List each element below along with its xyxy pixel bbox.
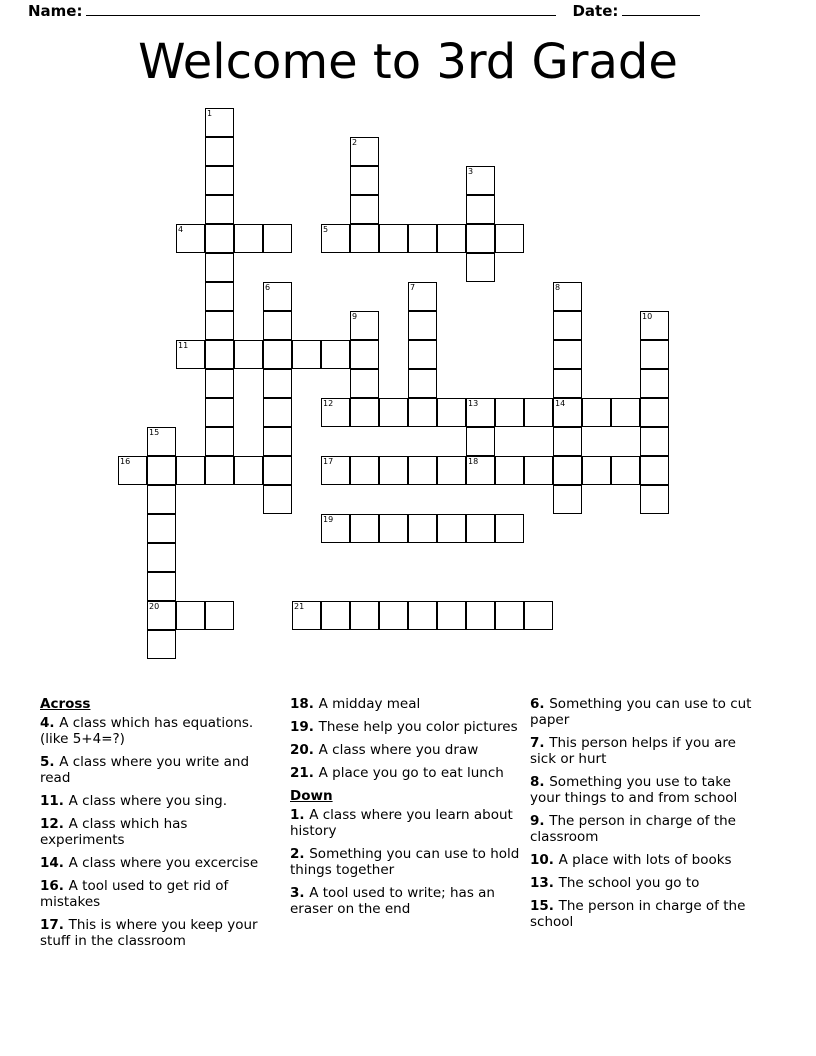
grid-cell[interactable]: [553, 485, 582, 514]
grid-cell[interactable]: [205, 340, 234, 369]
grid-cell[interactable]: [350, 224, 379, 253]
grid-cell[interactable]: [553, 311, 582, 340]
grid-cell-number: 6: [265, 283, 271, 292]
name-date-line: [28, 2, 788, 20]
grid-cell[interactable]: [408, 601, 437, 630]
grid-cell[interactable]: [640, 311, 669, 340]
grid-cell[interactable]: [408, 224, 437, 253]
clue-item: [40, 793, 272, 809]
grid-cell[interactable]: [640, 340, 669, 369]
grid-cell-number: 3: [468, 167, 474, 176]
date-input-line[interactable]: [622, 2, 700, 16]
crossword-grid: [0, 108, 816, 688]
grid-cell-number: 21: [294, 602, 305, 611]
clue-text: A class which has equations. (like 5+4=?): [40, 715, 254, 747]
grid-cell[interactable]: [263, 224, 292, 253]
grid-cell[interactable]: [379, 456, 408, 485]
grid-cell[interactable]: [263, 282, 292, 311]
clue-item: [530, 735, 762, 767]
clue-text: A class where you write and read: [40, 754, 250, 786]
grid-cell[interactable]: [466, 456, 495, 485]
clue-number: 16.: [40, 878, 69, 894]
grid-cell[interactable]: [408, 340, 437, 369]
clue-text: The person in charge of the school: [530, 898, 746, 930]
grid-cell-number: 17: [323, 457, 334, 466]
grid-cell[interactable]: [640, 369, 669, 398]
clue-number: 5.: [40, 754, 60, 770]
grid-cell[interactable]: [205, 282, 234, 311]
grid-cell[interactable]: [640, 427, 669, 456]
clue-number: 11.: [40, 793, 69, 809]
grid-cell[interactable]: [350, 166, 379, 195]
clue-item: [290, 885, 522, 917]
grid-cell[interactable]: [234, 224, 263, 253]
clue-number: 9.: [530, 813, 550, 829]
grid-cell[interactable]: [350, 195, 379, 224]
name-input-line[interactable]: [86, 2, 556, 16]
clue-text: A class where you draw: [318, 742, 479, 758]
grid-cell[interactable]: [524, 601, 553, 630]
grid-cell[interactable]: [553, 456, 582, 485]
grid-cell-number: 9: [352, 312, 358, 321]
clue-number: 12.: [40, 816, 69, 832]
clue-text: This is where you keep your stuff in the classroom: [40, 917, 258, 949]
grid-cell[interactable]: [466, 224, 495, 253]
clue-item: [530, 813, 762, 845]
grid-cell-number: 20: [149, 602, 160, 611]
grid-cell[interactable]: [553, 282, 582, 311]
grid-cell[interactable]: [582, 456, 611, 485]
grid-cell[interactable]: [611, 398, 640, 427]
grid-cell[interactable]: [466, 427, 495, 456]
grid-cell[interactable]: [524, 456, 553, 485]
grid-cell[interactable]: [147, 543, 176, 572]
grid-cell[interactable]: [321, 601, 350, 630]
grid-cell-number: 18: [468, 457, 479, 466]
clue-text: Something you can use to cut paper: [530, 696, 752, 728]
grid-cell[interactable]: [582, 398, 611, 427]
grid-cell[interactable]: [205, 253, 234, 282]
grid-cell[interactable]: [147, 572, 176, 601]
grid-cell[interactable]: [466, 253, 495, 282]
clue-number: 15.: [530, 898, 559, 914]
clue-text: A tool used to get rid of mistakes: [40, 878, 229, 910]
name-label: Name:: [28, 2, 83, 20]
clue-text: This person helps if you are sick or hurt: [530, 735, 736, 767]
grid-cell[interactable]: [466, 601, 495, 630]
grid-cell[interactable]: [205, 456, 234, 485]
clue-number: 7.: [530, 735, 550, 751]
grid-cell[interactable]: [408, 282, 437, 311]
clue-item: [40, 754, 272, 786]
grid-cell[interactable]: [437, 224, 466, 253]
grid-cell[interactable]: [379, 601, 408, 630]
grid-cell[interactable]: [350, 456, 379, 485]
clue-text: The school you go to: [558, 875, 700, 891]
clue-item: [290, 807, 522, 839]
grid-cell[interactable]: [263, 398, 292, 427]
clue-number: 18.: [290, 696, 319, 712]
clue-item: [530, 696, 762, 728]
grid-cell[interactable]: [205, 195, 234, 224]
clue-text: A class which has experiments: [40, 816, 188, 848]
grid-cell[interactable]: [466, 514, 495, 543]
grid-cell[interactable]: [147, 456, 176, 485]
clue-item: [530, 875, 762, 891]
grid-cell[interactable]: [495, 456, 524, 485]
grid-cell[interactable]: [495, 514, 524, 543]
clue-item: [530, 898, 762, 930]
grid-cell[interactable]: [466, 166, 495, 195]
clue-number: 17.: [40, 917, 69, 933]
grid-cell[interactable]: [234, 340, 263, 369]
grid-cell[interactable]: [321, 456, 350, 485]
clue-number: 10.: [530, 852, 559, 868]
grid-cell[interactable]: [437, 398, 466, 427]
grid-cell[interactable]: [205, 108, 234, 137]
clue-item: [290, 742, 522, 758]
grid-cell-number: 10: [642, 312, 653, 321]
grid-cell[interactable]: [640, 456, 669, 485]
clue-text: A midday meal: [318, 696, 421, 712]
grid-cell[interactable]: [292, 340, 321, 369]
grid-cell[interactable]: [408, 456, 437, 485]
clue-text: These help you color pictures: [318, 719, 518, 735]
grid-cell[interactable]: [176, 456, 205, 485]
clue-item: [290, 765, 522, 781]
clue-text: Something you use to take your things to and from school: [530, 774, 738, 806]
grid-cell-number: 11: [178, 341, 189, 350]
grid-cell[interactable]: [553, 398, 582, 427]
grid-cell[interactable]: [263, 456, 292, 485]
grid-cell[interactable]: [379, 398, 408, 427]
clue-number: 13.: [530, 875, 559, 891]
grid-cell[interactable]: [350, 398, 379, 427]
clue-text: A class where you sing.: [68, 793, 228, 809]
clue-number: 2.: [290, 846, 310, 862]
clue-item: [40, 917, 272, 949]
clue-text: A place you go to eat lunch: [318, 765, 504, 781]
clue-number: 8.: [530, 774, 550, 790]
clue-text: A class where you learn about history: [290, 807, 513, 839]
grid-cell[interactable]: [263, 369, 292, 398]
grid-cell-number: 7: [410, 283, 416, 292]
clue-text: A place with lots of books: [558, 852, 732, 868]
grid-cell-number: 13: [468, 399, 479, 408]
grid-cell[interactable]: [350, 137, 379, 166]
grid-cell[interactable]: [147, 514, 176, 543]
grid-cell[interactable]: [350, 369, 379, 398]
grid-cell[interactable]: [495, 601, 524, 630]
grid-cell[interactable]: [147, 601, 176, 630]
clues-column-2: [290, 696, 522, 924]
grid-cell-number: 8: [555, 283, 561, 292]
grid-cell[interactable]: [379, 224, 408, 253]
clue-item: [40, 715, 272, 747]
grid-cell[interactable]: [263, 427, 292, 456]
grid-cell-number: 2: [352, 138, 358, 147]
clue-item: [530, 852, 762, 868]
grid-cell[interactable]: [205, 166, 234, 195]
grid-cell-number: 19: [323, 515, 334, 524]
grid-cell[interactable]: [466, 398, 495, 427]
grid-cell[interactable]: [611, 456, 640, 485]
grid-cell[interactable]: [205, 398, 234, 427]
grid-cell[interactable]: [408, 311, 437, 340]
grid-cell[interactable]: [205, 427, 234, 456]
grid-cell[interactable]: [205, 311, 234, 340]
grid-cell[interactable]: [640, 398, 669, 427]
grid-cell[interactable]: [350, 514, 379, 543]
grid-cell[interactable]: [147, 427, 176, 456]
clue-text: A class where you excercise: [68, 855, 259, 871]
grid-cell[interactable]: [292, 601, 321, 630]
grid-cell-number: 5: [323, 225, 329, 234]
grid-cell[interactable]: [205, 224, 234, 253]
grid-cell[interactable]: [495, 398, 524, 427]
grid-cell[interactable]: [466, 195, 495, 224]
grid-cell-number: 14: [555, 399, 566, 408]
grid-cell[interactable]: [408, 369, 437, 398]
grid-cell[interactable]: [321, 398, 350, 427]
grid-cell-number: 4: [178, 225, 184, 234]
clue-number: 20.: [290, 742, 319, 758]
clue-item: [40, 855, 272, 871]
clue-number: 14.: [40, 855, 69, 871]
grid-cell[interactable]: [350, 311, 379, 340]
date-label: Date:: [572, 2, 619, 20]
across-heading: Across: [40, 696, 91, 712]
clue-item: [290, 846, 522, 878]
clue-number: 1.: [290, 807, 310, 823]
grid-cell[interactable]: [408, 514, 437, 543]
grid-cell[interactable]: [176, 601, 205, 630]
down-heading: Down: [290, 788, 333, 804]
clue-item: [40, 816, 272, 848]
grid-cell[interactable]: [263, 311, 292, 340]
grid-cell[interactable]: [553, 340, 582, 369]
clues-section: [40, 696, 784, 996]
grid-cell[interactable]: [524, 398, 553, 427]
grid-cell[interactable]: [350, 601, 379, 630]
clue-text: Something you can use to hold things together: [290, 846, 520, 878]
grid-cell-number: 12: [323, 399, 334, 408]
grid-cell-number: 16: [120, 457, 131, 466]
grid-cell[interactable]: [437, 514, 466, 543]
clue-number: 21.: [290, 765, 319, 781]
clue-number: 19.: [290, 719, 319, 735]
grid-cell[interactable]: [205, 137, 234, 166]
clue-number: 3.: [290, 885, 310, 901]
grid-cell[interactable]: [118, 456, 147, 485]
grid-cell[interactable]: [263, 340, 292, 369]
grid-cell[interactable]: [321, 514, 350, 543]
page-title: Welcome to 3rd Grade: [138, 34, 678, 90]
clue-item: [290, 719, 522, 735]
grid-cell[interactable]: [147, 485, 176, 514]
grid-cell[interactable]: [147, 630, 176, 659]
grid-cell[interactable]: [437, 456, 466, 485]
grid-cell[interactable]: [321, 340, 350, 369]
grid-cell[interactable]: [495, 224, 524, 253]
clue-text: A tool used to write; has an eraser on the end: [290, 885, 495, 917]
grid-cell[interactable]: [234, 456, 263, 485]
grid-cell[interactable]: [640, 485, 669, 514]
grid-cell[interactable]: [553, 427, 582, 456]
grid-cell[interactable]: [205, 601, 234, 630]
clue-text: The person in charge of the classroom: [530, 813, 736, 845]
grid-cell-number: 15: [149, 428, 160, 437]
grid-cell[interactable]: [379, 514, 408, 543]
grid-cell[interactable]: [176, 340, 205, 369]
grid-cell[interactable]: [176, 224, 205, 253]
clue-number: 6.: [530, 696, 550, 712]
grid-cell[interactable]: [553, 369, 582, 398]
grid-cell[interactable]: [408, 398, 437, 427]
clues-column-3: [530, 696, 762, 937]
clue-item: [40, 878, 272, 910]
clues-column-1: [40, 696, 272, 956]
clue-number: 4.: [40, 715, 60, 731]
grid-cell[interactable]: [263, 485, 292, 514]
grid-cell[interactable]: [437, 601, 466, 630]
grid-cell[interactable]: [350, 340, 379, 369]
clue-item: [290, 696, 522, 712]
clue-item: [530, 774, 762, 806]
grid-cell[interactable]: [321, 224, 350, 253]
grid-cell[interactable]: [205, 369, 234, 398]
grid-cell-number: 1: [207, 109, 213, 118]
